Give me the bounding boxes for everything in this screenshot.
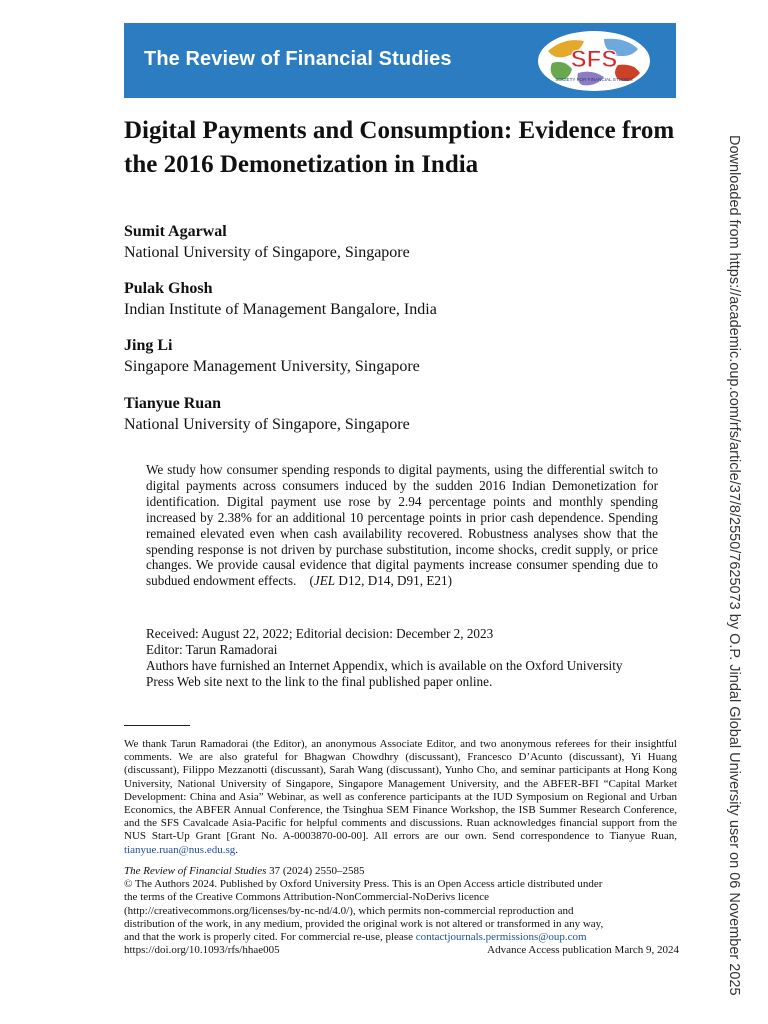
jel-codes: D12, D14, D91, E21) [338,573,452,589]
citation-line [124,865,679,878]
author-name: Pulak Ghosh [124,280,213,297]
jel-open: ( [309,573,314,589]
author-name: Sumit Agarwal [124,223,227,240]
editorial-info [146,626,676,690]
author-block [124,278,644,320]
license-line: © The Authors 2024. Published by Oxford University Press. This is an Open Access article distributed under [124,878,603,891]
journal-banner [124,23,676,98]
license-line: the terms of the Creative Commons Attribution-NonCommercial-NoDerivs licence [124,891,490,904]
footnote-divider [124,725,190,726]
license-line-text: and that the work is properly cited. For commercial re-use, please [124,931,416,944]
author-affiliation: National University of Singapore, Singapore [124,416,410,433]
appendix-note-cont: Press Web site next to the link to the final published paper online. [146,673,493,689]
author-affiliation: Indian Institute of Management Bangalore, India [124,301,437,318]
doi-line [124,944,679,957]
logo-lettering: SFS [570,46,618,73]
abstract-text: We study how consumer spending responds to digital payments, using the differential switch to digital payments across consumers induced by the sudden 2016 Indian Demonetization for identification. Digital payment use rose by 2.94 percentage points and monthly spending increased by 2.38% for an additional 10 percentage points in prior cash dependence. Spending remained elevated even when cash availability recovered. Robustness analyses show that the spending response is not driven by purchase substitution, income shocks, credit supply, or price changes. We provide causal evidence that digital payments increase consumer spending due to subdued endowment effects. [146,462,658,589]
editor-line: Editor: Tarun Ramadorai [146,641,278,657]
author-name: Tianyue Ruan [124,395,222,412]
license-line [124,931,679,944]
download-watermark: Downloaded from https://academic.oup.com/rfs/article/37/8/2550/7625073 by O.P. Jindal Global University user on 06 November 2025 [726,135,742,996]
received-date: Received: August 22, 2022; Editorial decision: December 2, 2023 [146,626,494,641]
author-block [124,221,644,263]
author-affiliation: National University of Singapore, Singapore [124,244,410,261]
appendix-note: Authors have furnished an Internet Appendix, which is available on the Oxford University [146,657,623,673]
author-block [124,393,644,435]
paper-title: Digital Payments and Consumption: Evidence from the 2016 Demonetization in India [124,117,675,178]
license-line: (http://creativecommons.org/licenses/by-nc-nd/4.0/), which permits non-commercial reproduction and [124,904,574,917]
acknowledgment-end: . [235,843,238,856]
license-line: distribution of the work, in any medium, provided the original work is not altered or transformed in any way, [124,917,604,930]
author-block [124,335,644,377]
author-affiliation: Singapore Management University, Singapore [124,358,420,375]
correspondence-email-link[interactable]: tianyue.ruan@nus.edu.sg [124,843,236,856]
logo-subtext: SOCIETY FOR FINANCIAL STUDIES [555,77,633,82]
advance-access: Advance Access publication March 9, 2024 [487,944,679,957]
journal-info [124,865,679,957]
journal-title: The Review of Financial Studies [144,48,452,70]
abstract [146,462,658,589]
citation-details: 37 (2024) 2550–2585 [266,865,365,877]
journal-name: The Review of Financial Studies [124,865,267,877]
sfs-logo [534,29,654,93]
permissions-email-link[interactable]: contactjournals.permissions@oup.com [415,931,587,944]
acknowledgment-text: We thank Tarun Ramadorai (the Editor), an anonymous Associate Editor, and two anonymous referees for their insightful comments. We are also grateful for Bhagwan Chowdhry (discussant), Francesco D’Acunto (discussant), Yi Huang (discussant), Filippo Mezzanotti (discussant), Sarah Wang (discussant), Yunho Cho, and seminar participants at Hong Kong University, National University of Singapore, Singapore Management University, and the ABFER-BFI “Capital Market Development: China and Asia” Webinar, as well as conference participants at the IUD Symposium on Regional and Urban Economics, the ABFER Annual Conference, the Tsinghua SEM Finance Workshop, the ISB Summer Research Conference, and the SFS Cavalcade Asia-Pacific for helpful comments and discussions. Ruan acknowledges financial support from the NUS Start-Up Grant [Grant No. A-0003870-00-00]. All errors are our own. Send correspondence to Tianyue Ruan, [124,738,677,843]
jel-label: JEL [313,573,336,589]
acknowledgment-footnote [124,738,677,857]
author-name: Jing Li [124,337,173,354]
doi-link[interactable]: https://doi.org/10.1093/rfs/hhae005 [124,944,280,957]
